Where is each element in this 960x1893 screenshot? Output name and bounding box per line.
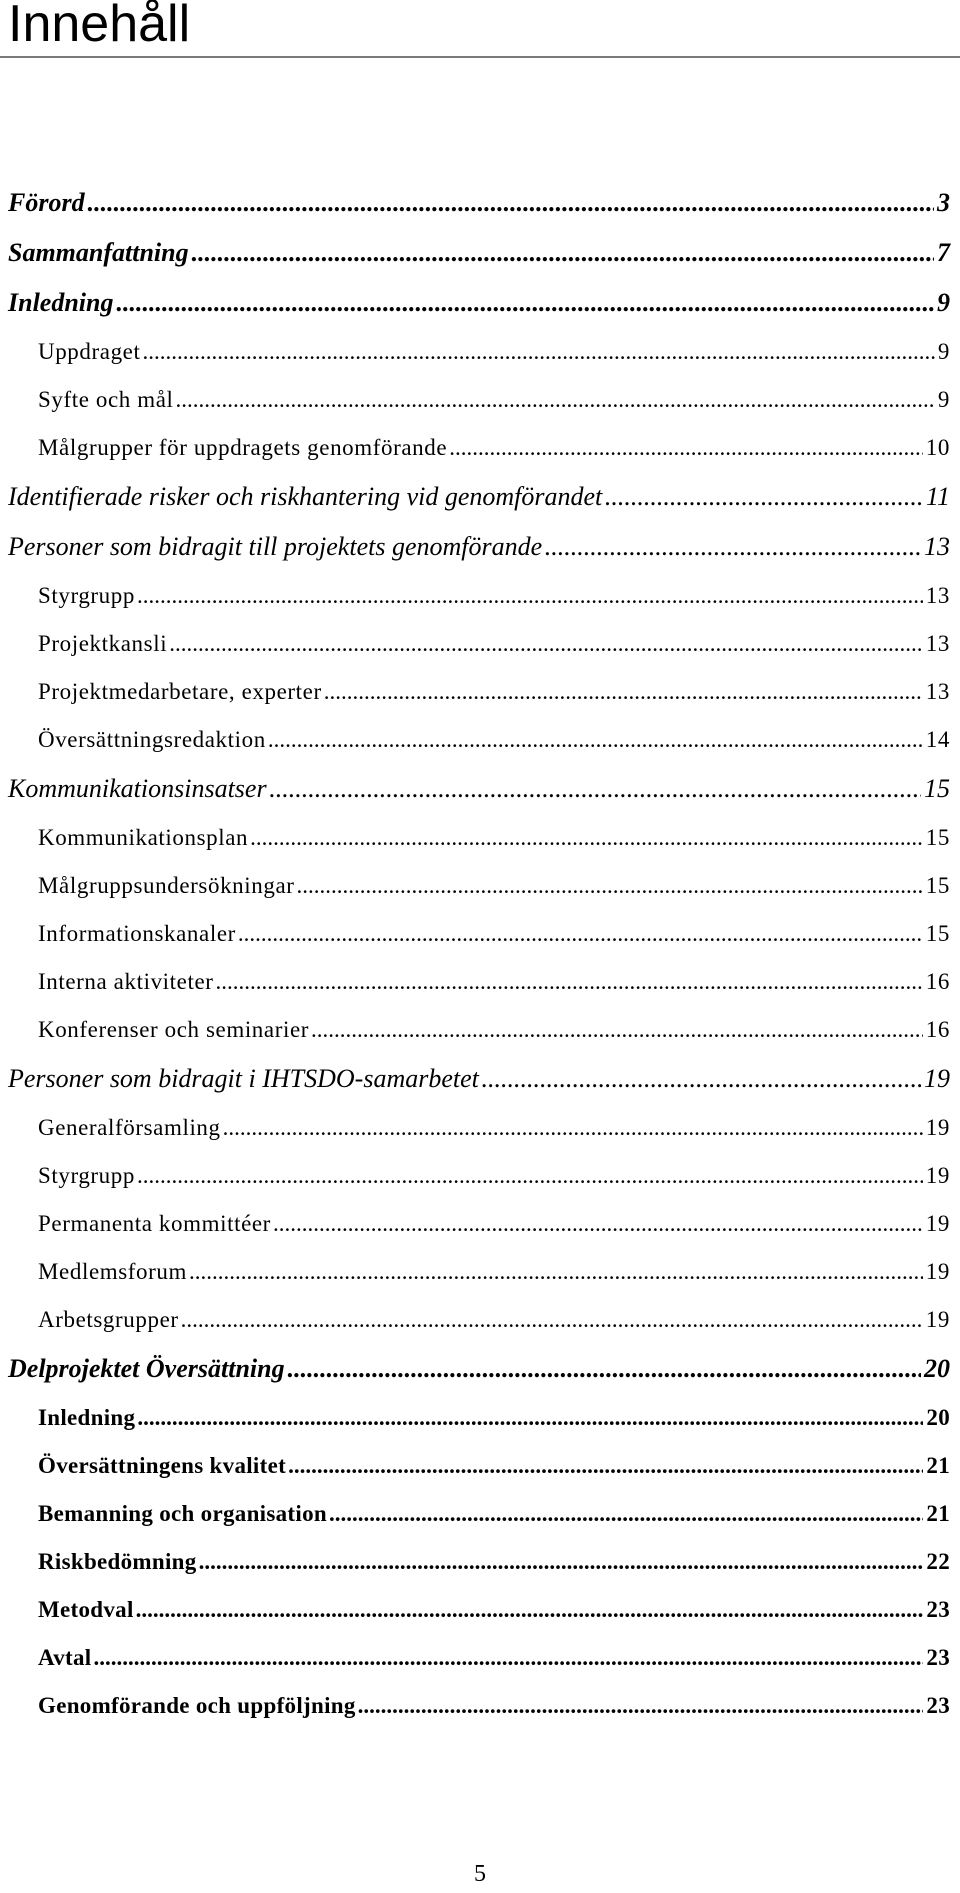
toc-entry-page: 23 — [926, 1597, 950, 1622]
toc-entry-label: Bemanning och organisation — [38, 1501, 327, 1526]
toc-entry-label: Projektkansli — [38, 631, 168, 656]
toc-entry-page: 3 — [937, 188, 950, 217]
toc-entry-label: Kommunikationsinsatser — [8, 774, 267, 803]
toc-entry[interactable] — [0, 328, 960, 376]
toc-entry-page: 15 — [924, 774, 950, 803]
toc-entry[interactable] — [0, 522, 960, 572]
toc-entry-label: Syfte och mål — [38, 387, 174, 412]
toc-entry-label: Arbetsgrupper — [38, 1307, 179, 1332]
toc-entry-page: 7 — [937, 238, 950, 267]
toc-dot-leader — [273, 1200, 923, 1248]
toc-entry-label: Personer som bidragit till projektets genomförande — [8, 532, 543, 561]
toc-entry[interactable] — [0, 814, 960, 862]
toc-dot-leader — [189, 1248, 923, 1296]
toc-entry-page: 13 — [925, 583, 950, 608]
toc-entry[interactable] — [0, 1200, 960, 1248]
toc-dot-leader — [287, 1344, 921, 1394]
toc-dot-leader — [223, 1104, 923, 1152]
toc-entry[interactable] — [0, 1586, 960, 1634]
toc-entry[interactable] — [0, 228, 960, 278]
toc-entry[interactable] — [0, 1006, 960, 1054]
toc-entry-page: 16 — [925, 969, 950, 994]
toc-entry-label: Översättningsredaktion — [38, 727, 266, 752]
toc-dot-leader — [136, 1586, 924, 1634]
toc-entry-page: 13 — [925, 631, 950, 656]
toc-entry[interactable] — [0, 472, 960, 522]
toc-dot-leader — [176, 376, 935, 424]
toc-entry-label: Avtal — [38, 1645, 92, 1670]
toc-entry[interactable] — [0, 1634, 960, 1682]
toc-entry-page: 19 — [925, 1307, 950, 1332]
toc-entry-label: Styrgrupp — [38, 583, 135, 608]
toc-dot-leader — [191, 228, 934, 278]
toc-dot-leader — [358, 1682, 924, 1730]
toc-entry-label: Riskbedömning — [38, 1549, 197, 1574]
toc-entry[interactable] — [0, 862, 960, 910]
toc-entry-label: Interna aktiviteter — [38, 969, 214, 994]
toc-entry-label: Förord — [8, 188, 85, 217]
toc-entry-label: Inledning — [38, 1405, 136, 1430]
page-title: Innehåll — [8, 0, 191, 53]
toc-entry[interactable] — [0, 1442, 960, 1490]
toc-entry-page: 15 — [925, 921, 950, 946]
toc-entry-label: Styrgrupp — [38, 1163, 135, 1188]
toc-entry[interactable] — [0, 572, 960, 620]
toc-dot-leader — [137, 1152, 923, 1200]
toc-entry-page: 15 — [925, 873, 950, 898]
toc-dot-leader — [604, 472, 923, 522]
toc-entry-label: Genomförande och uppföljning — [38, 1693, 356, 1718]
toc-entry-page: 19 — [925, 1163, 950, 1188]
toc-entry-page: 23 — [926, 1645, 950, 1670]
toc-entry[interactable] — [0, 620, 960, 668]
toc-entry-page: 23 — [926, 1693, 950, 1718]
toc-dot-leader — [216, 958, 923, 1006]
toc-entry[interactable] — [0, 1682, 960, 1730]
page-number: 5 — [474, 1861, 486, 1887]
toc-entry[interactable] — [0, 716, 960, 764]
toc-entry[interactable] — [0, 1296, 960, 1344]
toc-dot-leader — [288, 1442, 923, 1490]
toc-entry-page: 20 — [924, 1354, 950, 1383]
toc-entry-label: Översättningens kvalitet — [38, 1453, 287, 1478]
toc-entry-label: Permanenta kommittéer — [38, 1211, 271, 1236]
toc-entry-page: 10 — [925, 435, 950, 460]
toc-entry-label: Delprojektet Översättning — [8, 1354, 285, 1383]
toc-entry-label: Generalförsamling — [38, 1115, 221, 1140]
toc-dot-leader — [449, 424, 923, 472]
toc-entry-page: 9 — [937, 387, 950, 412]
toc-entry[interactable] — [0, 1538, 960, 1586]
toc-dot-leader — [324, 668, 923, 716]
toc-dot-leader — [268, 716, 923, 764]
toc-entry-label: Identifierade risker och riskhantering vid genomförandet — [8, 482, 603, 511]
toc-entry[interactable] — [0, 1394, 960, 1442]
toc-entry-label: Kommunikationsplan — [38, 825, 249, 850]
toc-dot-leader — [87, 178, 934, 228]
toc-entry-page: 11 — [925, 482, 950, 511]
toc-entry[interactable] — [0, 1248, 960, 1296]
toc-entry-label: Målgruppsundersökningar — [38, 873, 295, 898]
toc-entry-label: Metodval — [38, 1597, 134, 1622]
toc-entry-page: 20 — [926, 1405, 950, 1430]
toc-dot-leader — [93, 1634, 923, 1682]
toc-entry-page: 16 — [925, 1017, 950, 1042]
toc-entry-label: Medlemsforum — [38, 1259, 188, 1284]
toc-dot-leader — [142, 328, 934, 376]
toc-entry-label: Informationskanaler — [38, 921, 236, 946]
toc-entry-page: 15 — [925, 825, 950, 850]
toc-entry-label: Inledning — [8, 288, 114, 317]
toc-entry-page: 19 — [925, 1211, 950, 1236]
toc-entry[interactable] — [0, 376, 960, 424]
toc-entry-label: Projektmedarbetare, experter — [38, 679, 322, 704]
toc-entry[interactable] — [0, 424, 960, 472]
toc-entry[interactable] — [0, 1104, 960, 1152]
toc-entry-page: 14 — [925, 727, 950, 752]
toc-entry[interactable] — [0, 910, 960, 958]
toc-entry[interactable] — [0, 1152, 960, 1200]
toc-dot-leader — [169, 620, 923, 668]
toc-entry-page: 13 — [925, 679, 950, 704]
toc-dot-leader — [297, 862, 923, 910]
toc-dot-leader — [544, 522, 921, 572]
toc-entry-page: 9 — [937, 288, 950, 317]
toc-dot-leader — [481, 1054, 921, 1104]
toc-dot-leader — [181, 1296, 923, 1344]
toc-dot-leader — [199, 1538, 924, 1586]
title-divider — [0, 56, 960, 58]
toc-entry[interactable] — [0, 1490, 960, 1538]
toc-entry-page: 13 — [924, 532, 950, 561]
toc-entry-label: Sammanfattning — [8, 238, 189, 267]
toc-entry-label: Personer som bidragit i IHTSDO-samarbetet — [8, 1064, 479, 1093]
toc-entry-label: Uppdraget — [38, 339, 141, 364]
toc-dot-leader — [311, 1006, 923, 1054]
toc-entry[interactable] — [0, 278, 960, 328]
toc-dot-leader — [329, 1490, 923, 1538]
toc-dot-leader — [137, 572, 923, 620]
toc-dot-leader — [269, 764, 921, 814]
toc-dot-leader — [250, 814, 923, 862]
toc-entry[interactable] — [0, 958, 960, 1006]
toc-entry[interactable] — [0, 178, 960, 228]
toc-entry[interactable] — [0, 1054, 960, 1104]
toc-entry-label: Konferenser och seminarier — [38, 1017, 310, 1042]
toc-entry-page: 9 — [937, 339, 950, 364]
toc-dot-leader — [137, 1394, 923, 1442]
toc-entry-page: 19 — [925, 1115, 950, 1140]
toc-dot-leader — [238, 910, 923, 958]
toc-entry-page: 19 — [925, 1259, 950, 1284]
toc-entry-label: Målgrupper för uppdragets genomförande — [38, 435, 448, 460]
toc-entry[interactable] — [0, 764, 960, 814]
toc-entry-page: 19 — [924, 1064, 950, 1093]
table-of-contents — [0, 178, 960, 1730]
toc-entry-page: 22 — [926, 1549, 950, 1574]
toc-entry[interactable] — [0, 1344, 960, 1394]
toc-entry[interactable] — [0, 668, 960, 716]
toc-entry-page: 21 — [926, 1453, 950, 1478]
toc-entry-page: 21 — [926, 1501, 950, 1526]
toc-dot-leader — [116, 278, 935, 328]
